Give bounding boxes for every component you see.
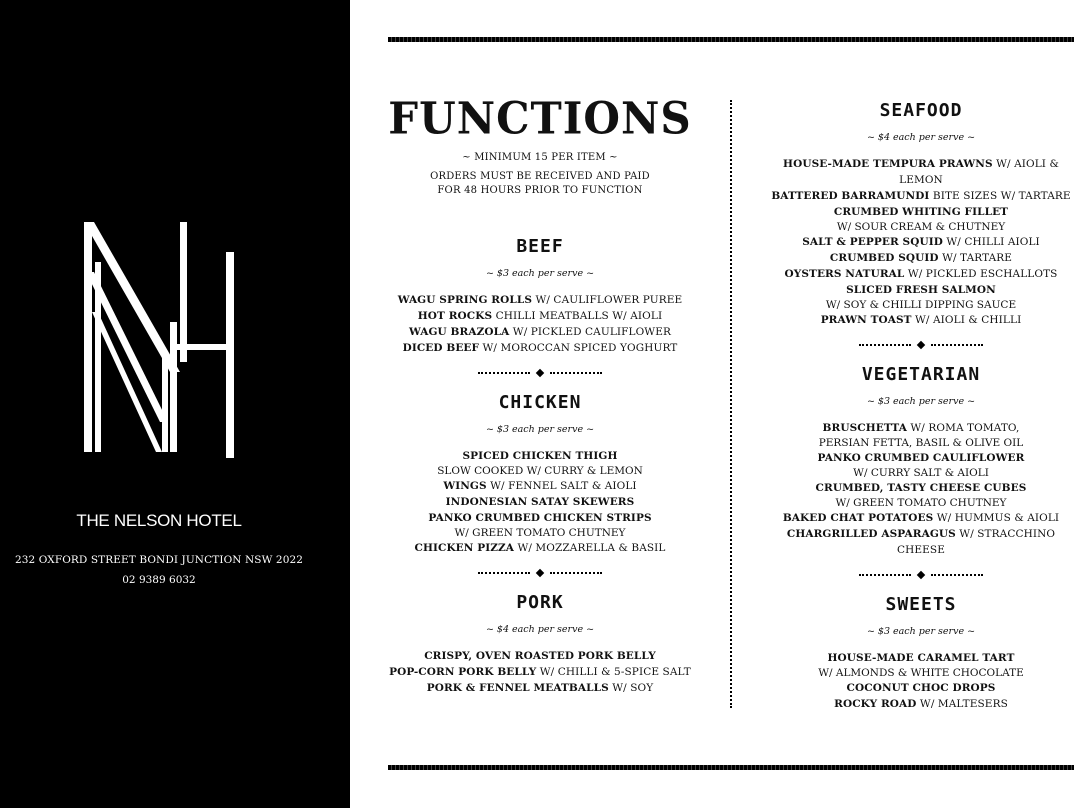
menu-item xyxy=(762,250,1080,266)
section-title: SWEETS xyxy=(885,594,957,615)
menu-item-name: PANKO CRUMBED CAULIFLOWER xyxy=(817,452,1025,464)
column-divider xyxy=(730,100,732,708)
section-seafood xyxy=(762,100,1080,328)
menu-item xyxy=(762,450,1080,466)
section-title: PORK xyxy=(516,592,564,613)
menu-item-description: W/ SOY xyxy=(608,682,654,694)
menu-item xyxy=(380,292,700,308)
section-price: ~ $4 each per serve ~ xyxy=(866,132,976,143)
section-title: VEGETARIAN xyxy=(861,364,981,385)
hotel-address: 232 OXFORD STREET BONDI JUNCTION NSW 2022 xyxy=(14,554,304,566)
section-price: ~ $3 each per serve ~ xyxy=(485,268,595,279)
section-price: ~ $3 each per serve ~ xyxy=(866,626,976,637)
menu-item-description: W/ AIOLI & CHILLI xyxy=(911,314,1022,326)
section-title: CHICKEN xyxy=(498,392,582,413)
section-title: BEEF xyxy=(516,236,564,257)
right-column xyxy=(762,95,1080,712)
menu-item-description: CHILLI MEATBALLS W/ AIOLI xyxy=(492,310,663,322)
section-title: SEAFOOD xyxy=(879,100,963,121)
hotel-name: THE NELSON HOTEL xyxy=(76,511,242,530)
menu-item-name: WAGU BRAZOLA xyxy=(409,326,510,338)
menu-item-name: OYSTERS NATURAL xyxy=(784,268,905,280)
menu-item xyxy=(762,156,1080,188)
menu-item xyxy=(762,480,1080,496)
menu-item-description: W/ AIOLI & LEMON xyxy=(899,158,1059,186)
menu-item-name: SPICED CHICKEN THIGH xyxy=(462,450,618,462)
diamond-icon xyxy=(536,569,544,577)
menu-item-description: W/ TARTARE xyxy=(938,252,1013,264)
section-chicken xyxy=(380,392,700,556)
section-divider xyxy=(762,572,1080,578)
menu-item xyxy=(762,312,1080,328)
bottom-rule xyxy=(388,765,1074,770)
menu-item-name: INDONESIAN SATAY SKEWERS xyxy=(445,496,635,508)
menu-item-description: W/ MOROCCAN SPICED YOGHURT xyxy=(479,342,678,354)
menu-item xyxy=(380,308,700,324)
menu-item-name: PRAWN TOAST xyxy=(820,314,912,326)
menu-item-name: ROCKY ROAD xyxy=(834,698,917,710)
section-sweets xyxy=(762,594,1080,712)
menu-item-name: WAGU SPRING ROLLS xyxy=(397,294,533,306)
menu-item-description: W/ MOZZARELLA & BASIL xyxy=(514,542,666,554)
menu-item-description: W/ CHILLI AIOLI xyxy=(942,236,1040,248)
menu-item-name: PORK & FENNEL MEATBALLS xyxy=(426,682,609,694)
menu-item-description: W/ CAULIFLOWER PUREE xyxy=(532,294,683,306)
menu-item-subdescription: W/ ALMONDS & WHITE CHOCOLATE xyxy=(818,667,1024,679)
menu-item-name: COCONUT CHOC DROPS xyxy=(846,682,996,694)
hotel-phone: 02 9389 6032 xyxy=(122,574,196,586)
menu-item xyxy=(380,494,700,510)
section-price: ~ $3 each per serve ~ xyxy=(485,424,595,435)
section-price: ~ $3 each per serve ~ xyxy=(866,396,976,407)
menu-item-description: W/ STRACCHINO CHEESE xyxy=(897,528,1056,556)
orders-line-2: FOR 48 HOURS PRIOR TO FUNCTION xyxy=(437,185,643,196)
menu-item-description: W/ CHILLI & 5-SPICE SALT xyxy=(536,666,691,678)
menu-item-list xyxy=(762,156,1080,328)
menu-item-name: BATTERED BARRAMUNDI xyxy=(771,190,930,202)
menu-item xyxy=(380,648,700,664)
menu-item-name: WINGS xyxy=(443,480,487,492)
menu-item xyxy=(380,448,700,464)
menu-item-subdescription: W/ SOUR CREAM & CHUTNEY xyxy=(836,221,1006,233)
menu-item-name: CRISPY, OVEN ROASTED PORK BELLY xyxy=(424,650,656,662)
menu-item xyxy=(762,204,1080,220)
diamond-icon xyxy=(536,369,544,377)
menu-item xyxy=(762,188,1080,204)
section-vegetarian xyxy=(762,364,1080,558)
section-price: ~ $4 each per serve ~ xyxy=(485,624,595,635)
menu-item xyxy=(762,680,1080,696)
menu-item xyxy=(762,696,1080,712)
section-beef xyxy=(380,236,700,356)
menu-item xyxy=(762,650,1080,666)
menu-item-subdescription: W/ GREEN TOMATO CHUTNEY xyxy=(454,527,626,539)
menu-item xyxy=(762,526,1080,558)
sidebar xyxy=(0,0,350,808)
menu-item-name: SLICED FRESH SALMON xyxy=(846,284,996,296)
menu-item xyxy=(380,680,700,696)
menu-item xyxy=(762,234,1080,250)
menu-item-name: PANKO CRUMBED CHICKEN STRIPS xyxy=(428,512,652,524)
menu-item-subdescription: PERSIAN FETTA, BASIL & OLIVE OIL xyxy=(818,437,1024,449)
menu-item-name: HOUSE-MADE TEMPURA PRAWNS xyxy=(783,158,993,170)
section-pork xyxy=(380,592,700,696)
left-column xyxy=(380,92,700,696)
menu-item-name: CHARGRILLED ASPARAGUS xyxy=(786,528,956,540)
menu-item xyxy=(380,340,700,356)
menu-item xyxy=(762,266,1080,282)
menu-item-name: BAKED CHAT POTATOES xyxy=(782,512,934,524)
section-divider xyxy=(762,342,1080,348)
menu-item-description: W/ HUMMUS & AIOLI xyxy=(933,512,1060,524)
menu-item-name: CHICKEN PIZZA xyxy=(414,542,515,554)
menu-item-subdescription: SLOW COOKED W/ CURRY & LEMON xyxy=(437,465,643,477)
menu-item-name: CRUMBED WHITING FILLET xyxy=(833,206,1009,218)
minimum-note: ~ MINIMUM 15 PER ITEM ~ xyxy=(462,152,618,163)
menu-item-list xyxy=(380,292,700,356)
top-rule xyxy=(388,37,1074,42)
menu-item xyxy=(380,324,700,340)
orders-note xyxy=(380,170,700,198)
menu-item-description: W/ PICKLED ESCHALLOTS xyxy=(904,268,1058,280)
menu-item xyxy=(762,510,1080,526)
menu-item-name: CRUMBED SQUID xyxy=(829,252,939,264)
menu-item-description: W/ FENNEL SALT & AIOLI xyxy=(486,480,637,492)
menu-item-description: W/ ROMA TOMATO, xyxy=(906,422,1020,434)
menu-item-list xyxy=(762,420,1080,558)
menu-item-description: W/ PICKLED CAULIFLOWER xyxy=(509,326,671,338)
menu-item xyxy=(380,510,700,526)
menu-item-name: HOT ROCKS xyxy=(417,310,493,322)
section-divider xyxy=(380,570,700,576)
menu-item-description: W/ MALTESERS xyxy=(916,698,1008,710)
nh-logo-icon xyxy=(80,222,236,458)
menu-item-list xyxy=(762,650,1080,712)
menu-item-name: SALT & PEPPER SQUID xyxy=(802,236,943,248)
menu-item-subdescription: W/ SOY & CHILLI DIPPING SAUCE xyxy=(825,299,1017,311)
menu-item-name: CRUMBED, TASTY CHEESE CUBES xyxy=(815,482,1027,494)
menu-item-name: POP-CORN PORK BELLY xyxy=(389,666,537,678)
menu-item-description: BITE SIZES W/ TARTARE xyxy=(929,190,1071,202)
menu-item-name: HOUSE-MADE CARAMEL TART xyxy=(827,652,1015,664)
section-divider xyxy=(380,370,700,376)
menu-item xyxy=(380,664,700,680)
menu-item xyxy=(762,420,1080,436)
menu-item-subdescription: W/ CURRY SALT & AIOLI xyxy=(853,467,989,479)
diamond-icon xyxy=(917,341,925,349)
diamond-icon xyxy=(917,571,925,579)
orders-line-1: ORDERS MUST BE RECEIVED AND PAID xyxy=(430,171,650,182)
menu-item-name: DICED BEEF xyxy=(402,342,480,354)
menu-item xyxy=(380,540,700,556)
page-title: FUNCTIONS xyxy=(388,92,692,145)
menu-item-list xyxy=(380,448,700,556)
menu-item-subdescription: W/ GREEN TOMATO CHUTNEY xyxy=(835,497,1007,509)
menu-item xyxy=(380,478,700,494)
menu-item-list xyxy=(380,648,700,696)
menu-item xyxy=(762,282,1080,298)
menu-item-name: BRUSCHETTA xyxy=(822,422,907,434)
